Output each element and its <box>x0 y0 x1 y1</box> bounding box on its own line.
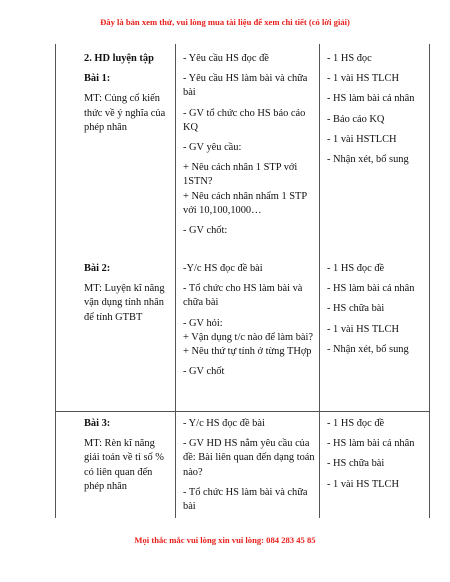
teacher-step: - GV chốt <box>183 366 225 378</box>
student-activity-cell-2 <box>327 262 425 363</box>
student-step: - Nhận xét, bổ sung <box>327 154 409 166</box>
student-activity-cell-3 <box>327 417 425 498</box>
table-divider-1 <box>175 44 176 518</box>
teacher-question: + Nêu thứ tự tính ở từng THợp <box>183 346 312 358</box>
teacher-step: -Y/c HS đọc đề bài <box>183 263 263 274</box>
student-step: - HS chữa bài <box>327 458 385 470</box>
teacher-question: + Vận dụng t/c nào để làm bài? <box>183 331 314 343</box>
student-activity-cell <box>327 52 425 173</box>
student-step: - 1 vài HS TLCH <box>327 73 399 85</box>
contact-banner: Mọi thắc mắc vui lòng xin vui lòng: 084 283 45 85 <box>134 535 316 545</box>
student-step: - 1 HS đọc đề <box>327 263 385 274</box>
student-step: - 1 HS đọc <box>327 53 372 64</box>
student-step: - HS chữa bài <box>327 303 385 315</box>
teacher-question: + Nêu cách nhân 1 STP với 1STN? <box>183 162 298 188</box>
teacher-activity-cell-3 <box>183 417 315 520</box>
student-step: - 1 HS đọc đề <box>327 418 385 429</box>
exercise-1-title: Bài 1: <box>84 73 111 85</box>
table-row-divider <box>55 411 430 412</box>
teacher-step: - Tổ chức cho HS làm bài và chữa bài <box>183 283 303 309</box>
exercise-1-goal: MT: Củng cố kiến thức về ý nghĩa của phép nhân <box>84 93 166 133</box>
teacher-activity-cell <box>183 52 315 244</box>
student-step: - 1 vài HS TLCH <box>327 323 399 335</box>
teacher-step: - Yêu cầu HS đọc đề <box>183 53 269 64</box>
teacher-step: - Y/c HS đọc đề bài <box>183 418 265 429</box>
preview-notice-banner: Đây là bản xem thử, vui lòng mua tài liệu để xem chi tiết (có lời giải) <box>100 17 350 27</box>
teacher-step: - Yêu cầu HS làm bài và chữa bài <box>183 73 308 99</box>
table-border-right <box>429 44 430 518</box>
table-border-left <box>55 44 56 518</box>
student-step: - 1 vài HSTLCH <box>327 133 397 145</box>
exercise-2-title: Bài 2: <box>84 263 111 274</box>
teacher-step: - GV hỏi: <box>183 317 223 329</box>
exercise-3-title: Bài 3: <box>84 418 111 429</box>
student-step: - Nhận xét, bổ sung <box>327 343 409 355</box>
activity-goal-cell <box>84 52 166 141</box>
teacher-step: - Tổ chức HS làm bài và chữa bài <box>183 486 308 513</box>
teacher-step: - GV chốt: <box>183 225 228 237</box>
student-step: - HS làm bài cá nhân <box>327 93 415 105</box>
lesson-table <box>55 44 430 518</box>
teacher-step: - GV tổ chức cho HS báo cáo KQ <box>183 107 306 133</box>
exercise-2-cell <box>84 262 166 331</box>
exercise-3-cell <box>84 417 168 500</box>
teacher-question: + Nêu cách nhân nhẩm 1 STP với 10,100,1000… <box>183 190 307 216</box>
student-step: - 1 vài HS TLCH <box>327 478 399 490</box>
teacher-step: - GV HD HS nắm yêu cầu của đề: Bài liên quan đến dạng toán nào? <box>183 438 315 478</box>
student-step: - HS làm bài cá nhân <box>327 283 415 295</box>
student-step: - HS làm bài cá nhân <box>327 438 415 450</box>
table-divider-2 <box>319 44 320 518</box>
section-heading: 2. HD luyện tập <box>84 53 154 64</box>
teacher-activity-cell-2 <box>183 262 315 385</box>
teacher-step: - GV yêu cầu: <box>183 142 242 154</box>
exercise-2-goal: MT: Luyện kĩ năng vận dụng tính nhân để tính GTBT <box>84 283 165 323</box>
student-step: - Báo cáo KQ <box>327 113 385 125</box>
exercise-3-goal: MT: Rèn kĩ năng giải toán về tỉ số % có liên quan đến phép nhân <box>84 438 164 492</box>
